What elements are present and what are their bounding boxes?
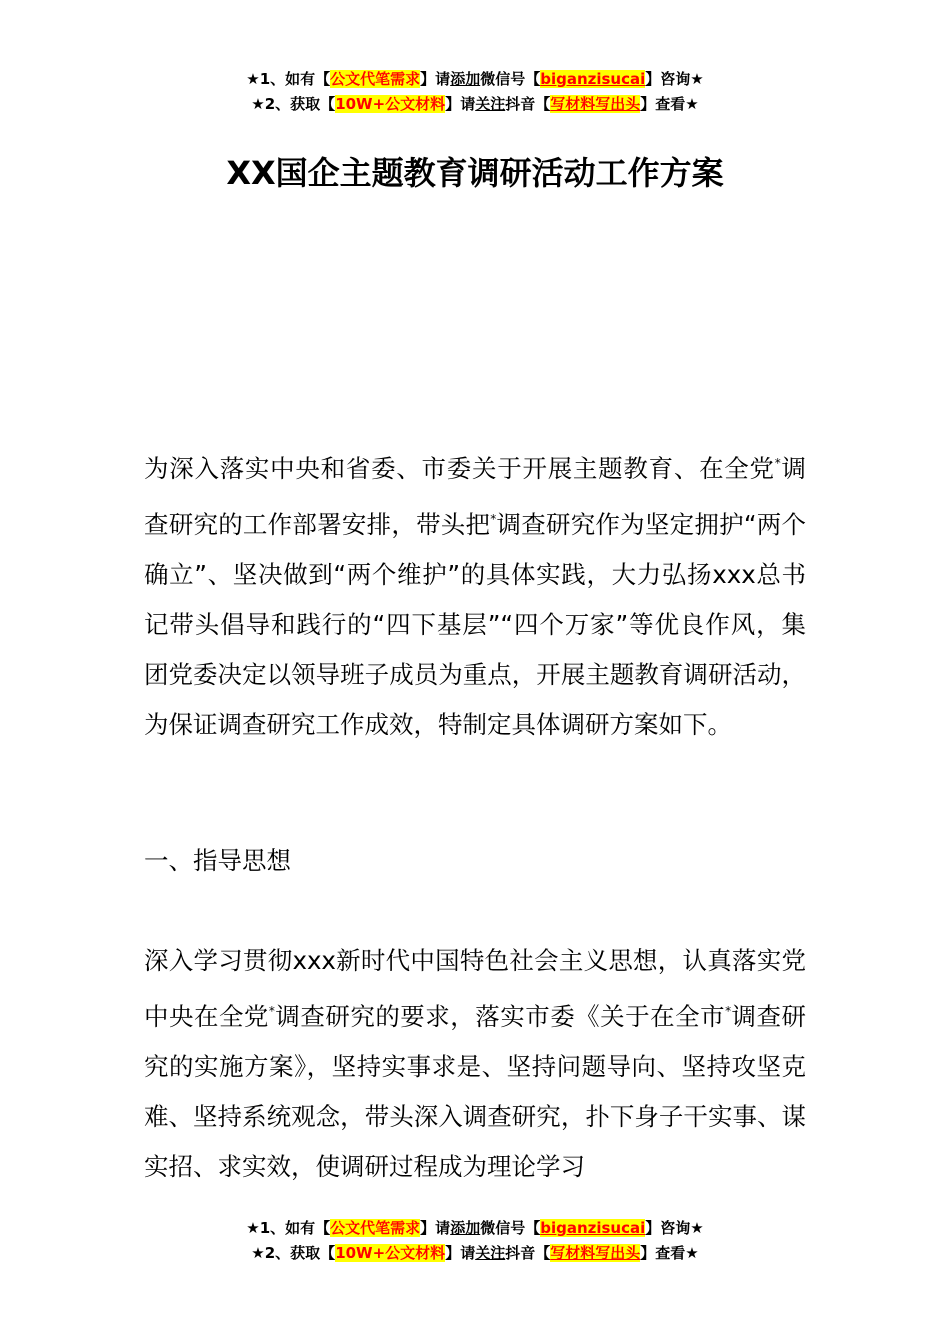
- promo-highlight-service: 公文代笔需求: [330, 70, 421, 88]
- promo-underline-add: 添加: [450, 1219, 481, 1237]
- paragraph-text: 深入学习贯彻xxx新时代中国特色社会主义思想，认真落实党中央在全党: [144, 946, 806, 1031]
- asterisk-marker: *: [725, 1004, 732, 1018]
- promo-text: ★1、如有【: [246, 70, 331, 88]
- promo-text: ★1、如有【: [246, 1219, 331, 1237]
- promo-line-2: [0, 92, 950, 117]
- promo-wechat-id: biganzisucai: [540, 1219, 646, 1237]
- promo-line-1: [0, 67, 950, 92]
- promo-text: ★2、获取【: [251, 1244, 336, 1262]
- promo-text: ★2、获取【: [251, 95, 336, 113]
- promo-highlight-material: 10W+公文材料: [335, 1244, 446, 1262]
- promo-text: 】请: [420, 70, 451, 88]
- promo-banner-top: [0, 67, 950, 117]
- promo-text: 抖音【: [505, 95, 551, 113]
- promo-text: 】咨询★: [645, 70, 704, 88]
- promo-text: 微信号【: [480, 1219, 541, 1237]
- promo-douyin-account: 写材料写出头: [550, 95, 641, 113]
- promo-line-1: [0, 1216, 950, 1241]
- asterisk-marker: *: [774, 456, 781, 470]
- paragraph-text: 调查研究的工作部署安排，带头把: [144, 454, 807, 539]
- paragraph-intro: [144, 438, 806, 750]
- promo-underline-follow: 关注: [475, 1244, 506, 1262]
- paragraph-text: 调查研究的实施方案》，坚持实事求是、坚持问题导向、坚持攻坚克难、坚持系统观念，带头深入调查研究，扑下身子干实事、谋实招、求实效，使调研过程成为理论学习: [144, 1002, 807, 1181]
- promo-banner-bottom: [0, 1216, 950, 1266]
- promo-highlight-service: 公文代笔需求: [330, 1219, 421, 1237]
- promo-text: 】请: [420, 1219, 451, 1237]
- promo-text: 抖音【: [505, 1244, 551, 1262]
- paragraph-text: 调查研究的要求，落实市委《关于在全市: [274, 1002, 726, 1031]
- asterisk-marker: *: [268, 1004, 275, 1018]
- paragraph-text: 调查研究作为坚定拥护“两个确立”、坚决做到“两个维护”的具体实践，大力弘扬xxx总书记带头倡导和践行的“四下基层”“四个万家”等优良作风，集团党委决定以领导班子成员为重点，开展主题教育调研活动，为保证调查研究工作成效，特制定具体调研方案如下。: [144, 510, 806, 739]
- promo-douyin-account: 写材料写出头: [550, 1244, 641, 1262]
- paragraph-guiding-thought: [144, 936, 806, 1192]
- promo-text: 】查看★: [640, 1244, 699, 1262]
- promo-text: 】咨询★: [645, 1219, 704, 1237]
- promo-underline-add: 添加: [450, 70, 481, 88]
- promo-wechat-id: biganzisucai: [540, 70, 646, 88]
- promo-underline-follow: 关注: [475, 95, 506, 113]
- section-heading-guiding-thought: 一、指导思想: [144, 846, 291, 875]
- promo-line-2: [0, 1241, 950, 1266]
- promo-highlight-material: 10W+公文材料: [335, 95, 446, 113]
- promo-text: 】查看★: [640, 95, 699, 113]
- asterisk-marker: *: [490, 512, 497, 526]
- paragraph-text: 为深入落实中央和省委、市委关于开展主题教育、在全党: [144, 454, 775, 483]
- promo-text: 】请: [445, 1244, 476, 1262]
- promo-text: 微信号【: [480, 70, 541, 88]
- promo-text: 】请: [445, 95, 476, 113]
- document-title: XX国企主题教育调研活动工作方案: [226, 154, 724, 192]
